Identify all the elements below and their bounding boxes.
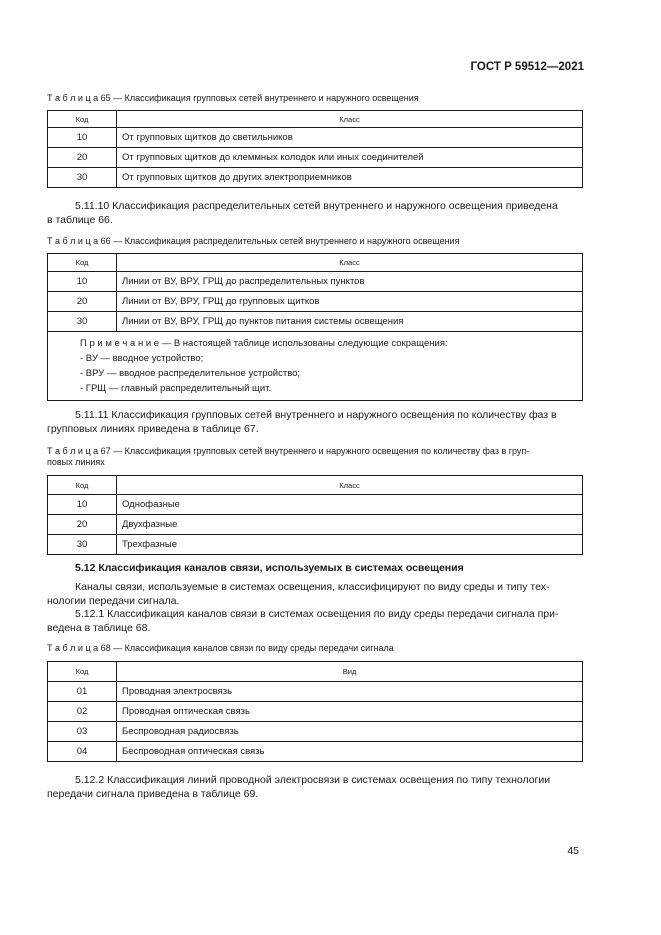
note-title: П р и м е ч а н и е — В настоящей таблице использованы следующие сокращения: — [80, 338, 448, 349]
table-row — [48, 148, 583, 168]
table67-caption-line1: Т а б л и ц а 67 — Классификация групповых сетей внутреннего и наружного освещения по количеству фаз в груп- — [47, 446, 530, 456]
row-text: Линии от ВУ, ВРУ, ГРЩ до пунктов питания системы освещения — [117, 312, 583, 332]
row-code: 20 — [48, 515, 117, 535]
paragraph-5-12-1-line1: 5.12.1 Классификация каналов связи в системах освещения по виду среды передачи сигнала при- — [75, 608, 559, 620]
paragraph-5-11-10-line1: 5.11.10 Классификация распределительных сетей внутреннего и наружного освещения приведена — [75, 200, 558, 212]
row-code: 30 — [48, 535, 117, 555]
paragraph-5-11-10-line2: в таблице 66. — [47, 214, 113, 226]
page-number: 45 — [567, 845, 579, 857]
paragraph-5-12-2-line1: 5.12.2 Классификация линий проводной электросвязи в системах освещения по типу технологии — [75, 774, 551, 786]
table66 — [47, 253, 583, 401]
table65-caption: Т а б л и ц а 65 — Классификация групповых сетей внутреннего и наружного освещения — [47, 93, 419, 103]
table-row — [48, 742, 583, 762]
column-header-code: Код — [48, 254, 117, 272]
row-code: 04 — [48, 742, 117, 762]
paragraph-5-11-11-line2: групповых линиях приведена в таблице 67. — [47, 423, 259, 435]
column-header-code: Код — [48, 111, 117, 128]
row-text: Линии от ВУ, ВРУ, ГРЩ до групповых щитков — [117, 292, 583, 312]
row-text: От групповых щитков до светильников — [117, 128, 583, 148]
row-text: От групповых щитков до других электроприемников — [117, 168, 583, 188]
paragraph-5-12-2-line2: передачи сигнала приведена в таблице 69. — [47, 788, 259, 800]
table-row — [48, 272, 583, 292]
table-row — [48, 722, 583, 742]
table-row — [48, 682, 583, 702]
table68-caption: Т а б л и ц а 68 — Классификация каналов связи по виду среды передачи сигнала — [47, 643, 394, 653]
row-code: 10 — [48, 128, 117, 148]
column-header-code: Код — [48, 476, 117, 495]
row-text: Беспроводная оптическая связь — [117, 742, 583, 762]
section-heading-5-12: 5.12 Классификация каналов связи, используемых в системах освещения — [75, 562, 464, 574]
table-row — [48, 312, 583, 332]
paragraph-5-12-intro-line1: Каналы связи, используемые в системах освещения, классифицируют по виду среды и типу тех- — [75, 581, 550, 593]
column-header-code: Код — [48, 662, 117, 682]
table-header-row — [48, 476, 583, 495]
table68 — [47, 661, 583, 762]
row-code: 20 — [48, 292, 117, 312]
paragraph-5-12-intro-line2: нологии передачи сигнала. — [47, 595, 180, 607]
row-text: Беспроводная радиосвязь — [117, 722, 583, 742]
note-item-grsch: - ГРЩ — главный распределительный щит. — [80, 383, 272, 394]
table66-note — [48, 332, 583, 401]
table-header-row — [48, 254, 583, 272]
row-code: 20 — [48, 148, 117, 168]
table-header-row — [48, 662, 583, 682]
row-code: 30 — [48, 312, 117, 332]
table-row — [48, 168, 583, 188]
row-code: 02 — [48, 702, 117, 722]
table-note-row — [48, 332, 583, 401]
row-code: 10 — [48, 272, 117, 292]
table-row — [48, 702, 583, 722]
column-header-class: Класс — [117, 111, 583, 128]
table-row — [48, 515, 583, 535]
table-row — [48, 292, 583, 312]
row-text: Проводная электросвязь — [117, 682, 583, 702]
row-text: Линии от ВУ, ВРУ, ГРЩ до распределительных пунктов — [117, 272, 583, 292]
table65 — [47, 110, 583, 188]
paragraph-5-11-11-line1: 5.11.11 Классификация групповых сетей внутреннего и наружного освещения по количеству фаз в — [75, 409, 557, 421]
column-header-type: Вид — [117, 662, 583, 682]
row-text: От групповых щитков до клеммных колодок или иных соединителей — [117, 148, 583, 168]
row-text: Однофазные — [117, 495, 583, 515]
row-code: 30 — [48, 168, 117, 188]
table-header-row — [48, 111, 583, 128]
paragraph-5-12-1-line2: ведена в таблице 68. — [47, 622, 151, 634]
row-text: Двухфазные — [117, 515, 583, 535]
row-text: Трехфазные — [117, 535, 583, 555]
table-row — [48, 535, 583, 555]
table-row — [48, 495, 583, 515]
column-header-class: Класс — [117, 254, 583, 272]
row-text: Проводная оптическая связь — [117, 702, 583, 722]
table67-caption-line2: повых линиях — [47, 457, 105, 467]
row-code: 01 — [48, 682, 117, 702]
table-row — [48, 128, 583, 148]
table67 — [47, 475, 583, 555]
document-id: ГОСТ Р 59512—2021 — [470, 61, 584, 73]
column-header-class: Класс — [117, 476, 583, 495]
note-item-vu: - ВУ — вводное устройство; — [80, 353, 204, 364]
note-item-vru: - ВРУ — вводное распределительное устройство; — [80, 368, 301, 379]
row-code: 03 — [48, 722, 117, 742]
row-code: 10 — [48, 495, 117, 515]
table66-caption: Т а б л и ц а 66 — Классификация распределительных сетей внутреннего и наружного освещения — [47, 236, 460, 246]
